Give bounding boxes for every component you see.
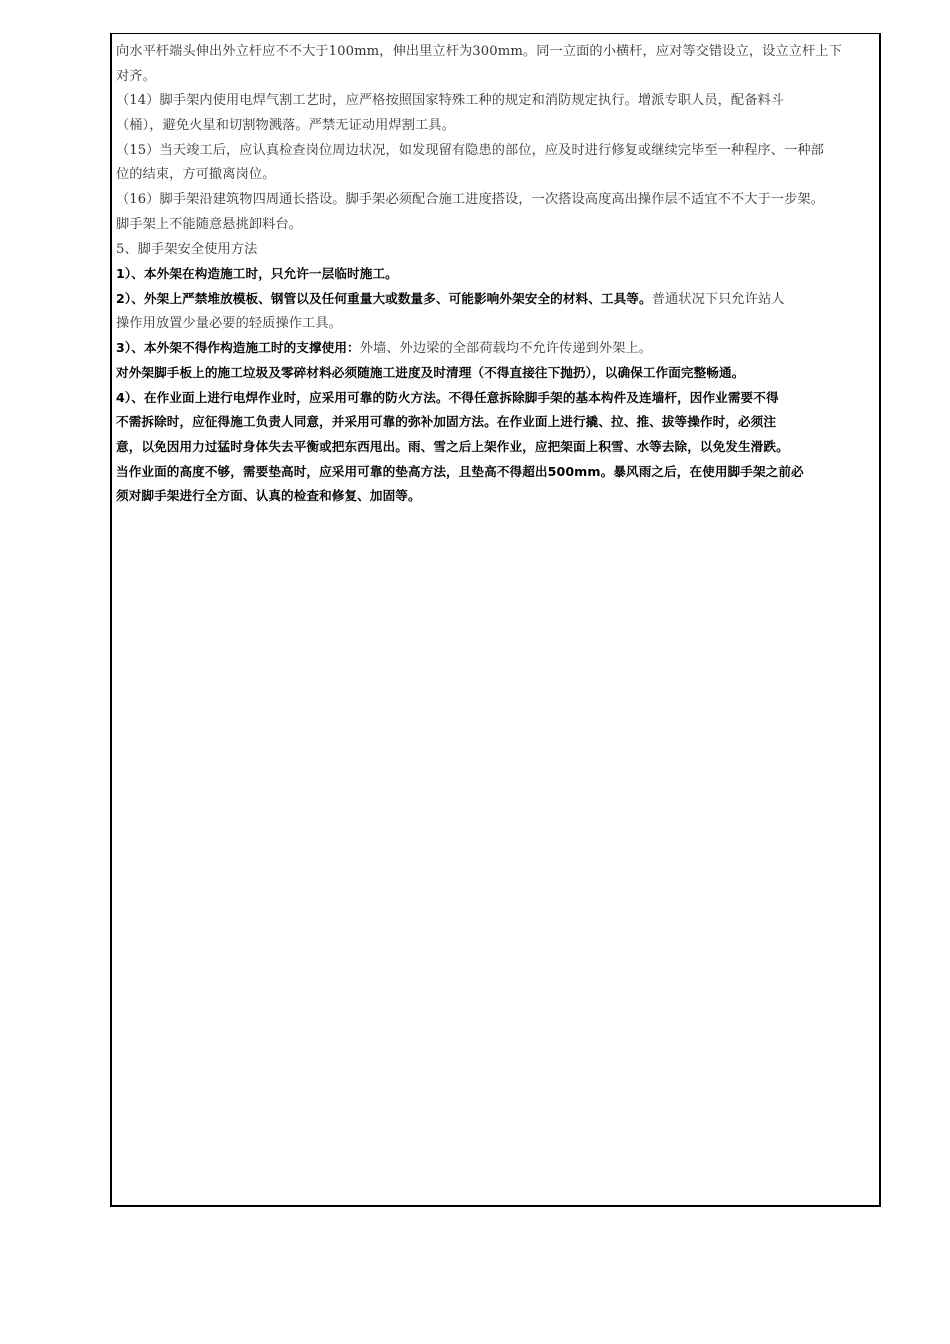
text-line — [116, 410, 875, 435]
text-line — [116, 188, 875, 213]
text-segment: 对齐。 — [116, 68, 156, 84]
text-line — [116, 139, 875, 164]
bold-text-segment: 4）、在作业面上进行电焊作业时，应采用可靠的防火方法。不得任意拆除脚手架的基本构件及连墙杆，因作业需要不得 — [116, 389, 779, 405]
text-line — [116, 361, 875, 386]
text-segment: 操作用放置少量必要的轻质操作工具。 — [116, 315, 342, 331]
text-line — [116, 89, 875, 114]
bold-text-segment: 当作业面的高度不够，需要垫高时，应采用可靠的垫高方法，且垫高不得超出500mm。暴风雨之后，在使用脚手架之前必 — [116, 463, 804, 479]
text-segment: 5、脚手架安全使用方法 — [116, 241, 258, 257]
bold-text-segment: 3）、本外架不得作构造施工时的支撑使用： — [116, 340, 360, 356]
text-line — [116, 213, 875, 238]
bold-text-segment: 不需拆除时，应征得施工负责人同意，并采用可靠的弥补加固方法。在作业面上进行撬、拉、推、拔等操作时，必须注 — [116, 414, 777, 430]
text-line — [116, 460, 875, 485]
text-segment: 普通状况下只允许站人 — [651, 291, 785, 307]
text-line — [116, 435, 875, 460]
text-line — [116, 40, 875, 65]
bold-text-segment: 须对脚手架进行全方面、认真的检查和修复、加固等。 — [116, 488, 421, 504]
text-line — [116, 287, 875, 312]
text-segment: 向水平杆端头伸出外立杆应不不大于100mm，伸出里立杆为300mm。同一立面的小横杆，应对等交错设立，设立立杆上下 — [116, 44, 842, 59]
text-segment: 脚手架上不能随意悬挑卸料台。 — [116, 216, 303, 232]
bold-text-segment: 2）、外架上严禁堆放模板、钢管以及任何重量大或数量多、可能影响外架安全的材料、工具等。 — [116, 290, 652, 306]
text-line — [116, 386, 875, 411]
text-line — [116, 238, 875, 263]
bold-text-segment: 意，以免因用力过猛时身体失去平衡或把东西甩出。雨、雪之后上架作业，应把架面上积雪、水等去除，以免发生滑跌。 — [116, 439, 789, 454]
text-segment: 位的结束，方可撤离岗位。 — [116, 167, 276, 183]
text-line — [116, 163, 875, 188]
text-segment: （桶），避免火星和切割物溅落。严禁无证动用焊割工具。 — [116, 118, 455, 134]
bold-text-segment: 1）、本外架在构造施工时，只允许一层临时施工。 — [116, 266, 398, 282]
table-cell-frame — [110, 33, 881, 1207]
text-segment: 外墙、外边梁的全部荷载均不允许传递到外架上。 — [359, 341, 653, 357]
text-line — [116, 484, 875, 509]
text-segment: （14）脚手架内使用电焊气割工艺时，应严格按照国家特殊工种的规定和消防规定执行。增派专职人员，配备料斗 — [116, 93, 785, 109]
text-line — [116, 114, 875, 139]
text-line — [116, 65, 875, 90]
text-line — [116, 262, 875, 287]
text-line — [116, 336, 875, 361]
document-body — [116, 40, 875, 509]
text-line — [116, 312, 875, 337]
text-segment: （15）当天竣工后，应认真检查岗位周边状况，如发现留有隐患的部位，应及时进行修复或继续完毕至一种程序、一种部 — [116, 142, 824, 158]
text-segment: （16）脚手架沿建筑物四周通长搭设。脚手架必须配合施工进度搭设，一次搭设高度高出操作层不适宜不不大于一步架。 — [116, 192, 824, 208]
bold-text-segment: 对外架脚手板上的施工垃圾及零碎材料必须随施工进度及时清理（不得直接往下抛扔），以确保工作面完整畅通。 — [116, 364, 745, 380]
